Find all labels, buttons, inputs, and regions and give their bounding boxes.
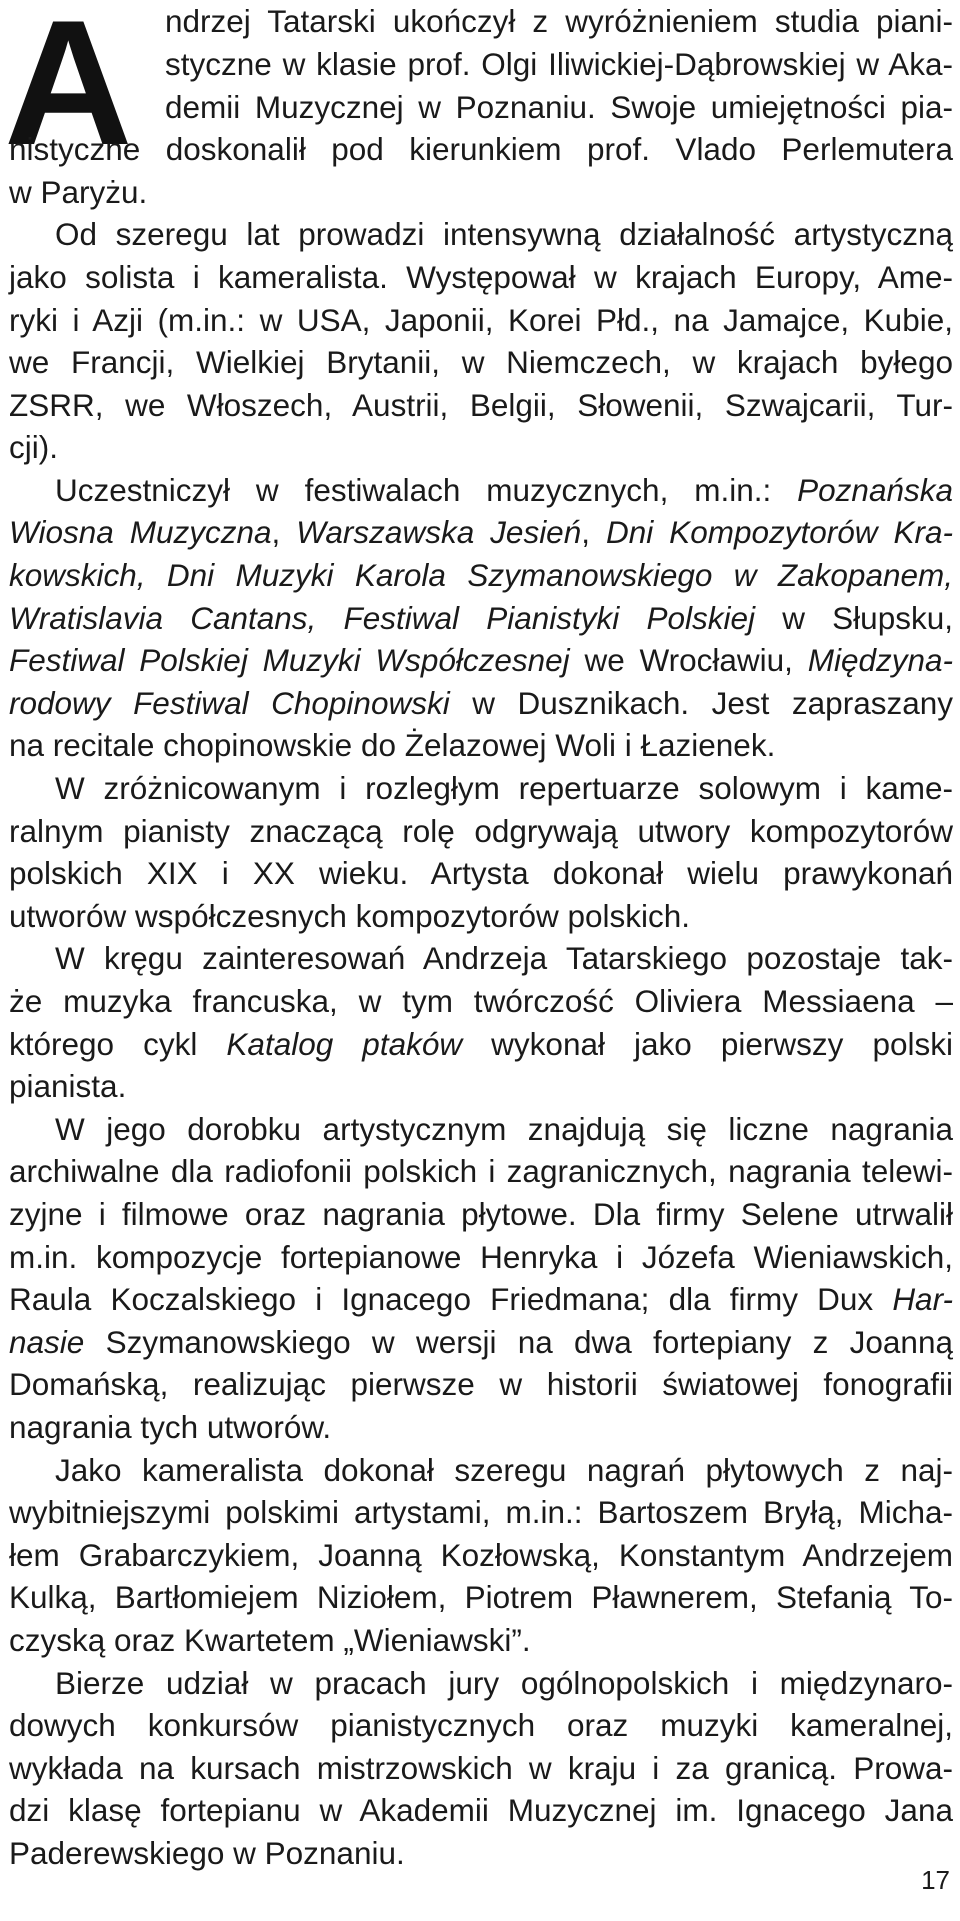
text-segment: archiwalne dla radiofonii polskich i zagranicznych, nagrania telewi- (9, 1153, 953, 1189)
text-line (9, 937, 953, 979)
text-segment: ZSRR, we Włoszech, Austrii, Belgii, Słowenii, Szwajcarii, Tur- (9, 387, 953, 423)
text-line (9, 1278, 953, 1320)
drop-cap: A (4, 0, 133, 182)
text-segment: we Wrocławiu, (569, 642, 808, 678)
text-segment: cji). (9, 429, 58, 465)
text-line (9, 1747, 953, 1789)
text-line (9, 767, 953, 809)
text-segment: na recitale chopinowskie do Żelazowej Woli i Łazienek. (9, 727, 776, 763)
text-segment: Kulką, Bartłomiejem Niziołem, Piotrem Pławnerem, Stefanią To- (9, 1579, 953, 1615)
text-line (9, 256, 953, 298)
text-line (9, 1193, 953, 1235)
text-segment: ralnym pianisty znaczącą rolę odgrywają utwory kompozytorów (9, 813, 953, 849)
text-segment: dowych konkursów pianistycznych oraz muzyki kameralnej, (9, 1707, 953, 1743)
text-segment: Raula Koczalskiego i Ignacego Friedmana; dla firmy Dux (9, 1281, 893, 1317)
text-segment: utworów współczesnych kompozytorów polskich. (9, 898, 691, 934)
text-segment: Domańską, realizując pierwsze w historii światowej fonografii (9, 1366, 953, 1402)
text-line (9, 426, 953, 468)
text-segment: ryki i Azji (m.in.: w USA, Japonii, Korei Płd., na Jamajce, Kubie, (9, 302, 953, 338)
italic-title: nasie (9, 1324, 85, 1360)
text-segment: polskich XIX i XX wieku. Artysta dokonał wielu prawykonań (9, 855, 953, 891)
italic-title: Wratislavia Cantans, Festiwal Pianistyki Polskiej (9, 600, 756, 636)
text-line (9, 597, 953, 639)
text-segment: nagrania tych utworów. (9, 1409, 332, 1445)
text-segment: dzi klasę fortepianu w Akademii Muzycznej im. Ignacego Jana (9, 1792, 953, 1828)
text-line (9, 1108, 953, 1150)
text-segment: we Francji, Wielkiej Brytanii, w Niemczech, w krajach byłego (9, 344, 953, 380)
text-line (9, 384, 953, 426)
text-line (9, 213, 953, 255)
text-segment: czyską oraz Kwartetem „Wieniawski”. (9, 1622, 531, 1658)
text-segment: Paderewskiego w Poznaniu. (9, 1835, 405, 1871)
italic-title: Katalog ptaków (226, 1026, 463, 1062)
text-line (9, 469, 953, 511)
text-line (9, 810, 953, 852)
text-line (9, 1150, 953, 1192)
text-segment: demii Muzycznej w Poznaniu. Swoje umiejętności pia- (165, 89, 953, 125)
text-line (9, 639, 953, 681)
text-segment: w Paryżu. (9, 174, 148, 210)
text-segment: pianista. (9, 1068, 127, 1104)
text-segment: że muzyka francuska, w tym twórczość Oliviera Messiaena – (9, 983, 953, 1019)
text-line (9, 1619, 953, 1661)
text-segment: m.in. kompozycje fortepianowe Henryka i Józefa Wieniawskich, (9, 1239, 953, 1275)
text-line (9, 299, 953, 341)
text-line (9, 1023, 953, 1065)
text-line (9, 171, 953, 213)
text-segment: zyjne i filmowe oraz nagrania płytowe. Dla firmy Selene utrwalił (9, 1196, 953, 1232)
text-segment: W jego dorobku artystycznym znajdują się liczne nagrania (55, 1111, 953, 1147)
italic-title: Warszawska Jesień (296, 514, 582, 550)
text-segment: Jako kameralista dokonał szeregu nagrań płytowych z naj- (55, 1452, 953, 1488)
text-line (9, 1832, 953, 1874)
text-line (9, 511, 953, 553)
text-segment: jako solista i kameralista. Występował w krajach Europy, Ame- (9, 259, 953, 295)
text-line (9, 852, 953, 894)
text-line (9, 1065, 953, 1107)
text-line (9, 1534, 953, 1576)
text-line (9, 1704, 953, 1746)
text-line (9, 895, 953, 937)
text-line (9, 1449, 953, 1491)
text-line (9, 980, 953, 1022)
italic-title: Dni Kompozytorów Kra- (605, 514, 953, 550)
text-segment: Bierze udział w pracach jury ogólnopolskich i międzynaro- (55, 1665, 953, 1701)
text-segment: ndrzej Tatarski ukończył z wyróżnieniem studia piani- (165, 3, 953, 39)
italic-title: Har- (892, 1281, 953, 1317)
text-segment: , (271, 514, 297, 550)
text-line (9, 128, 953, 170)
text-segment: w Słupsku, (755, 600, 953, 636)
text-line (9, 1406, 953, 1448)
text-line (9, 341, 953, 383)
italic-title: Wiosna Muzyczna (9, 514, 272, 550)
text-segment: wykonał jako pierwszy polski (462, 1026, 953, 1062)
italic-title: Festiwal Polskiej Muzyki Współczesnej (9, 642, 570, 678)
text-line (9, 1576, 953, 1618)
text-segment: Uczestniczył w festiwalach muzycznych, m.in.: (55, 472, 798, 508)
italic-title: kowskich, Dni Muzyki Karola Szymanowskiego w Zakopanem, (9, 557, 953, 593)
italic-title: rodowy Festiwal Chopinowski (9, 685, 450, 721)
text-segment: w Dusznikach. Jest zapraszany (449, 685, 953, 721)
text-line (9, 1363, 953, 1405)
text-segment: wykłada na kursach mistrzowskich w kraju i za granicą. Prowa- (9, 1750, 953, 1786)
text-line (9, 1491, 953, 1533)
text-segment: styczne w klasie prof. Olgi Iliwickiej-Dąbrowskiej w Aka- (165, 46, 953, 82)
text-segment: Od szeregu lat prowadzi intensywną działalność artystyczną (55, 216, 953, 252)
text-line (9, 724, 953, 766)
text-segment: W kręgu zainteresowań Andrzeja Tatarskiego pozostaje tak- (55, 940, 953, 976)
text-line (9, 0, 953, 42)
text-segment: Szymanowskiego w wersji na dwa fortepiany z Joanną (84, 1324, 953, 1360)
text-line (9, 1236, 953, 1278)
text-segment: W zróżnicowanym i rozległym repertuarze solowym i kame- (55, 770, 953, 806)
text-line (9, 43, 953, 85)
text-line (9, 1321, 953, 1363)
text-segment: , (581, 514, 606, 550)
text-line (9, 1789, 953, 1831)
text-segment: nistyczne doskonalił pod kierunkiem prof. Vlado Perlemutera (9, 131, 953, 167)
italic-title: Poznańska (797, 472, 953, 508)
text-line (9, 682, 953, 724)
italic-title: Międzyna- (807, 642, 954, 678)
page-number: 17 (921, 1865, 950, 1895)
text-segment: którego cykl (9, 1026, 227, 1062)
text-line (9, 86, 953, 128)
text-line (9, 554, 953, 596)
text-segment: wybitniejszymi polskimi artystami, m.in.: Bartoszem Bryłą, Micha- (9, 1494, 953, 1530)
text-segment: łem Grabarczykiem, Joanną Kozłowską, Konstantym Andrzejem (9, 1537, 953, 1573)
text-line (9, 1662, 953, 1704)
